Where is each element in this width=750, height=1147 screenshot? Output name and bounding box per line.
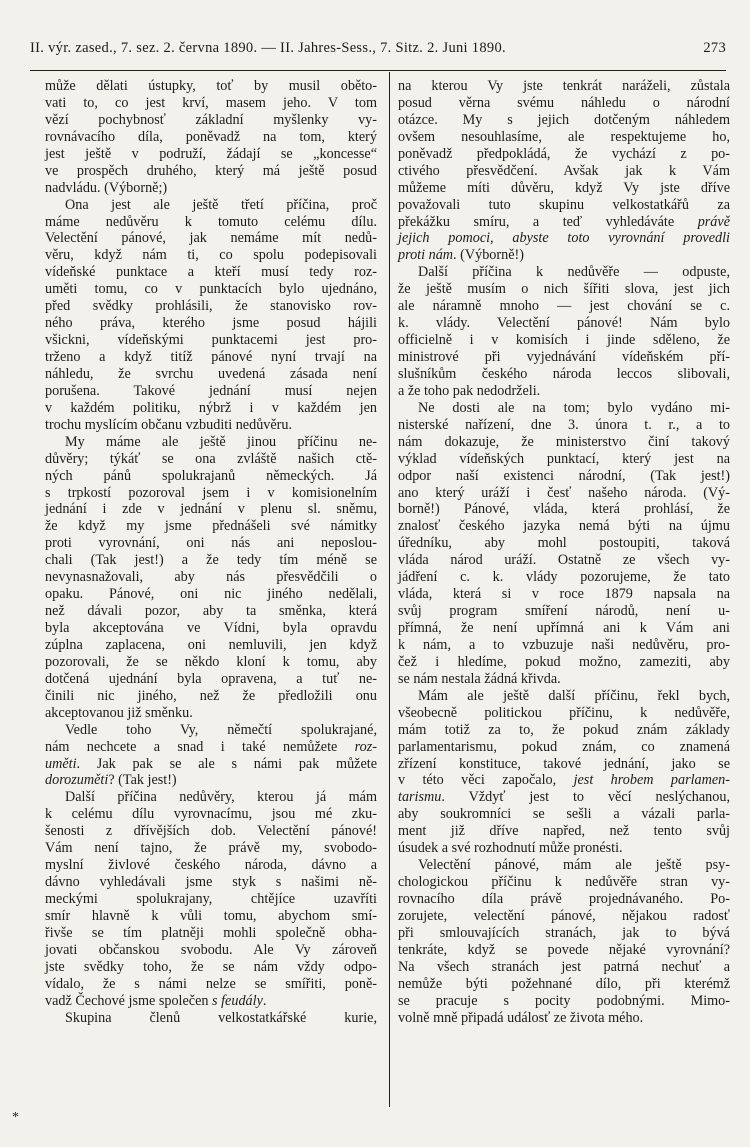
page-number: 273 <box>703 40 726 56</box>
text-line: nemůže býti požehnané dílo, při kterémž <box>398 975 730 992</box>
text-line: zorujete, velectění pánové, nějakou radosť <box>398 907 730 924</box>
text-line: porušena. Takové jednání musí nejen <box>45 382 377 399</box>
text-line: Vedle toho Vy, němečtí spolukrajané, <box>65 721 377 738</box>
text-line: ných pánů spolukrajanů německých. Já <box>45 467 377 484</box>
text-line: Velectění pánové, jak nemáme mít nedů- <box>45 230 377 247</box>
text-line: jejich pomoci, abyste toto vyrovnání provedli <box>398 230 730 247</box>
text-line: dorozuměti? (Tak jest!) <box>45 772 177 789</box>
text-line: šenosti z dřívějších dob. Velectění pánové! <box>45 823 377 840</box>
text-line: jádření c. k. vlády pozorujeme, že tato <box>398 569 730 586</box>
text-line: než dávali pozor, aby ta směnka, která <box>45 603 377 620</box>
text-line: Vám není tajno, že právě my, svobodo- <box>45 840 377 857</box>
text-line: Skupina členů velkostatkářské kurie, <box>65 1009 377 1026</box>
text-line: otázce. My s jejich dotčeným náhledem <box>398 111 730 128</box>
text-line: opaku. Pánové, oni nic jiného nedělali, <box>45 586 377 603</box>
text-line: všickni, vídeňskými punktacemi jest pro- <box>45 332 377 349</box>
text-line: ného práva, kterého jsme posud hájili <box>45 315 377 332</box>
text-line: řivše se tím platněji mohli společně obha- <box>45 924 377 941</box>
text-line: aby soukromníci se sešli a vázali parla- <box>398 806 730 823</box>
text-line: při smlouvajících stranách, jak to bývá <box>398 924 730 941</box>
text-line: s trpkostí pozoroval jsem i v komisionelním <box>45 484 377 501</box>
text-line: byla akceptována ve Vídni, byla opravdu <box>45 620 377 636</box>
text-line: se nám nestala žádná křivda. <box>398 670 561 687</box>
text-line: dávno vyhledávali jsme styk s našimi ně- <box>45 874 377 891</box>
text-line: parlamentarismu, pokud znám, co znamená <box>398 738 730 755</box>
text-line: rovnacího díla právě projednávaného. Po- <box>398 891 730 907</box>
text-line: a že toho pak nedodrželi. <box>398 382 541 399</box>
text-line: mám totiž za to, že pokud znám základy <box>398 721 730 738</box>
text-line: trženo a když titíž pánové nyní trvají na <box>45 349 377 365</box>
text-line: nevynasnažovali, aby nás přesvědčili o <box>45 569 377 586</box>
text-line: tarismu. Vždyť jest to věcí neslýchanou, <box>398 789 730 806</box>
text-line: proti vyrovnání, oni nás ani neposlou- <box>45 535 377 552</box>
text-line: Další příčina nedůvěry, kterou já mám <box>65 789 377 806</box>
text-line: ve prospěch druhého, který má ještě posud <box>45 162 377 179</box>
text-line: úsudek a své rozhodnutí může pronésti. <box>398 840 623 857</box>
text-line: vati to, co jest krví, masem jeho. V tom <box>45 94 377 111</box>
text-line: Na všech stranách jest patrná nechuť a <box>398 958 730 975</box>
text-line: máme nedůvěru k tomuto celému dílu. <box>45 213 377 230</box>
text-line: vídeňské punktace a kteří musí tedy roz- <box>45 264 377 281</box>
text-line: důvěry; týkáť se ona zvláště našich ctě- <box>45 450 377 467</box>
text-line: ment již dříve napřed, než tento svůj <box>398 823 730 840</box>
text-line: ano který uráží i česť našeho národa. (Vý- <box>398 484 730 501</box>
text-line: ministrové při vyjednávání vídeňském pří- <box>398 349 730 365</box>
text-line: uměti. Jak pak se ale s námi pak můžete <box>45 755 377 772</box>
text-line: vláda, která si v roce 1879 napsala na <box>398 586 730 603</box>
header-title: II. výr. zased., 7. sez. 2. června 1890. — II. Jahres-Sess., 7. Sitz. 2. Juni 1890. <box>30 40 506 56</box>
text-line: přímná, že není upřímná ani k Vám ani <box>398 620 730 636</box>
text-line: volně mně připadá událosť ze života mého. <box>398 1009 644 1026</box>
text-line: meckými spolukrajany, chtějíce uzavříti <box>45 891 377 907</box>
text-line: úředníku, aby mohl postoupiti, taková <box>398 535 730 552</box>
text-line: nisterské nařízení, dne 3. února t. r., a to <box>398 416 730 433</box>
text-line: považovali tuto skupinu velkostatkářů za <box>398 196 730 213</box>
text-line: posud věrna svému náhledu o národní <box>398 94 730 111</box>
text-line: vadž Čechové jsme společen s feudály. <box>45 992 267 1009</box>
text-line: tenkráte, když se povede nějaké vyrovnání? <box>398 941 730 958</box>
column-divider <box>389 72 390 1107</box>
text-line: výklad vídeňských punktací, který jest na <box>398 450 730 467</box>
header-rule <box>30 70 726 71</box>
margin-mark: * <box>12 1110 19 1125</box>
text-line: jednání i zde v jednání v plenu sl. sněmu, <box>45 501 377 518</box>
right-column <box>398 78 730 1027</box>
text-line: se pracuje s pocity podobnými. Mimo- <box>398 992 730 1009</box>
text-line: ovšem nesouhlasíme, ale respektujeme ho, <box>398 128 730 145</box>
text-line: v každém politiku, nýbrž i v každém jen <box>45 399 377 416</box>
text-line: znalosť českého jazyka nemá býti na újmu <box>398 518 730 535</box>
text-line: můžeme míti důvěru, když Vy jste dříve <box>398 179 730 196</box>
text-line: překážku smíru, a teď vyhledáváte právě <box>398 213 730 230</box>
text-line: rovnávacího díla, poněvadž na tom, který <box>45 128 377 145</box>
text-line: k. vlády. Velectění pánové! Nám bylo <box>398 315 730 332</box>
text-line: že když my jsme přednášeli své námitky <box>45 518 377 535</box>
text-line: Ona jest ale ještě třetí příčina, proč <box>65 196 377 213</box>
text-line: ctivého přesvědčení. Avšak jak k Vám <box>398 162 730 179</box>
text-line: může dělati ústupky, toť by musil oběto- <box>45 78 377 94</box>
text-line: nám dokazuje, že ministerstvo činí takový <box>398 433 730 450</box>
running-header <box>30 40 726 57</box>
text-line: jste svědky toho, že se nám vždy odpo- <box>45 958 377 975</box>
text-line: jest ještě v podruží, žádají se „koncesse“ <box>45 145 377 162</box>
text-line: chologickou příčinu k nedůvěře stran vy- <box>398 874 730 891</box>
text-line: vídalo, že s námi nelze se smířiti, poně- <box>45 975 377 992</box>
text-line: Velectění pánové, mám ale ještě psy- <box>418 857 730 874</box>
text-line: uměti tomu, co v punktacích bylo ujednáno, <box>45 281 377 298</box>
text-line: věru, když nám ti, co spolu podepisovali <box>45 247 377 264</box>
text-line: vězí pochybnosť základní myšlenky vy- <box>45 111 377 128</box>
text-line: čež i hledíme, pokud možno, zameziti, aby <box>398 653 730 670</box>
text-line: proti nám. (Výborně!) <box>398 247 524 264</box>
text-line: Další příčina k nedůvěře — odpuste, <box>418 264 730 281</box>
text-line: chali (Tak jest!) a že tedy tím méně se <box>45 552 377 569</box>
text-line: Ne dosti ale na tom; bylo vydáno mi- <box>418 399 730 416</box>
text-line: akceptovanou již směnku. <box>45 704 193 721</box>
text-line: činili nic jiného, než že předložili onu <box>45 687 377 704</box>
text-line: k celému dílu vyrovnacímu, jsou mé zku- <box>45 806 377 823</box>
text-line: na kterou Vy jste tenkrát naráželi, zůstala <box>398 78 730 94</box>
text-line: slušníkům českého národa leccos slibovali, <box>398 365 730 382</box>
text-line: nadvládu. (Výborně;) <box>45 179 168 196</box>
text-line: odpor naší existenci národní, (Tak jest!) <box>398 467 730 484</box>
text-line: ale náramně mnoho — jest chování se c. <box>398 298 730 315</box>
text-line: jovati občanskou svobodu. Ale Vy zároveň <box>45 941 377 958</box>
text-line: pozorovali, že se někdo kloní k tomu, aby <box>45 653 377 670</box>
text-line: myslní živlové českého národa, dávno a <box>45 857 377 874</box>
text-line: že ještě musím o nich šířiti slova, jest jich <box>398 281 730 298</box>
text-line: dotčená ujednání byla opravena, a tuť ne- <box>45 670 377 687</box>
text-line: officielně i v komisích i jinde sděleno, že <box>398 332 730 349</box>
text-line: My máme ale ještě jinou příčinu ne- <box>65 433 377 450</box>
text-line: trochu myslícím občanu vzbuditi nedůvěru. <box>45 416 293 433</box>
text-line: zřízení konstituce, takové jednání, jako se <box>398 755 730 772</box>
text-line: Mám ale ještě další příčinu, řekl bych, <box>418 687 730 704</box>
left-column <box>45 78 377 1027</box>
text-line: před svědky prohlásili, že stanovisko rov- <box>45 298 377 315</box>
text-line: borně!) Pánové, vláda, která prohlásí, že <box>398 501 730 518</box>
text-line: svůj program smíření národů, není u- <box>398 603 730 620</box>
text-line: smír hlavně k vůli tomu, abychom smí- <box>45 907 377 924</box>
text-line: v této věci započalo, jest hrobem parlamen- <box>398 772 730 789</box>
text-line: všeobecně politickou příčinu, k nedůvěře, <box>398 704 730 721</box>
text-line: náhledu, že svrchu uvedená zásada není <box>45 365 377 382</box>
text-line: poněvadž předpokládá, že vychází z po- <box>398 145 730 162</box>
text-line: zúplna zaplacena, oni nemluvili, jen když <box>45 636 377 653</box>
text-line: vláda národ uráží. Ostatně ze všech vy- <box>398 552 730 569</box>
text-line: k nám, a to vzbuzuje naši nedůvěru, pro- <box>398 636 730 653</box>
text-line: nám nechcete a snad i také nemůžete roz- <box>45 738 377 755</box>
